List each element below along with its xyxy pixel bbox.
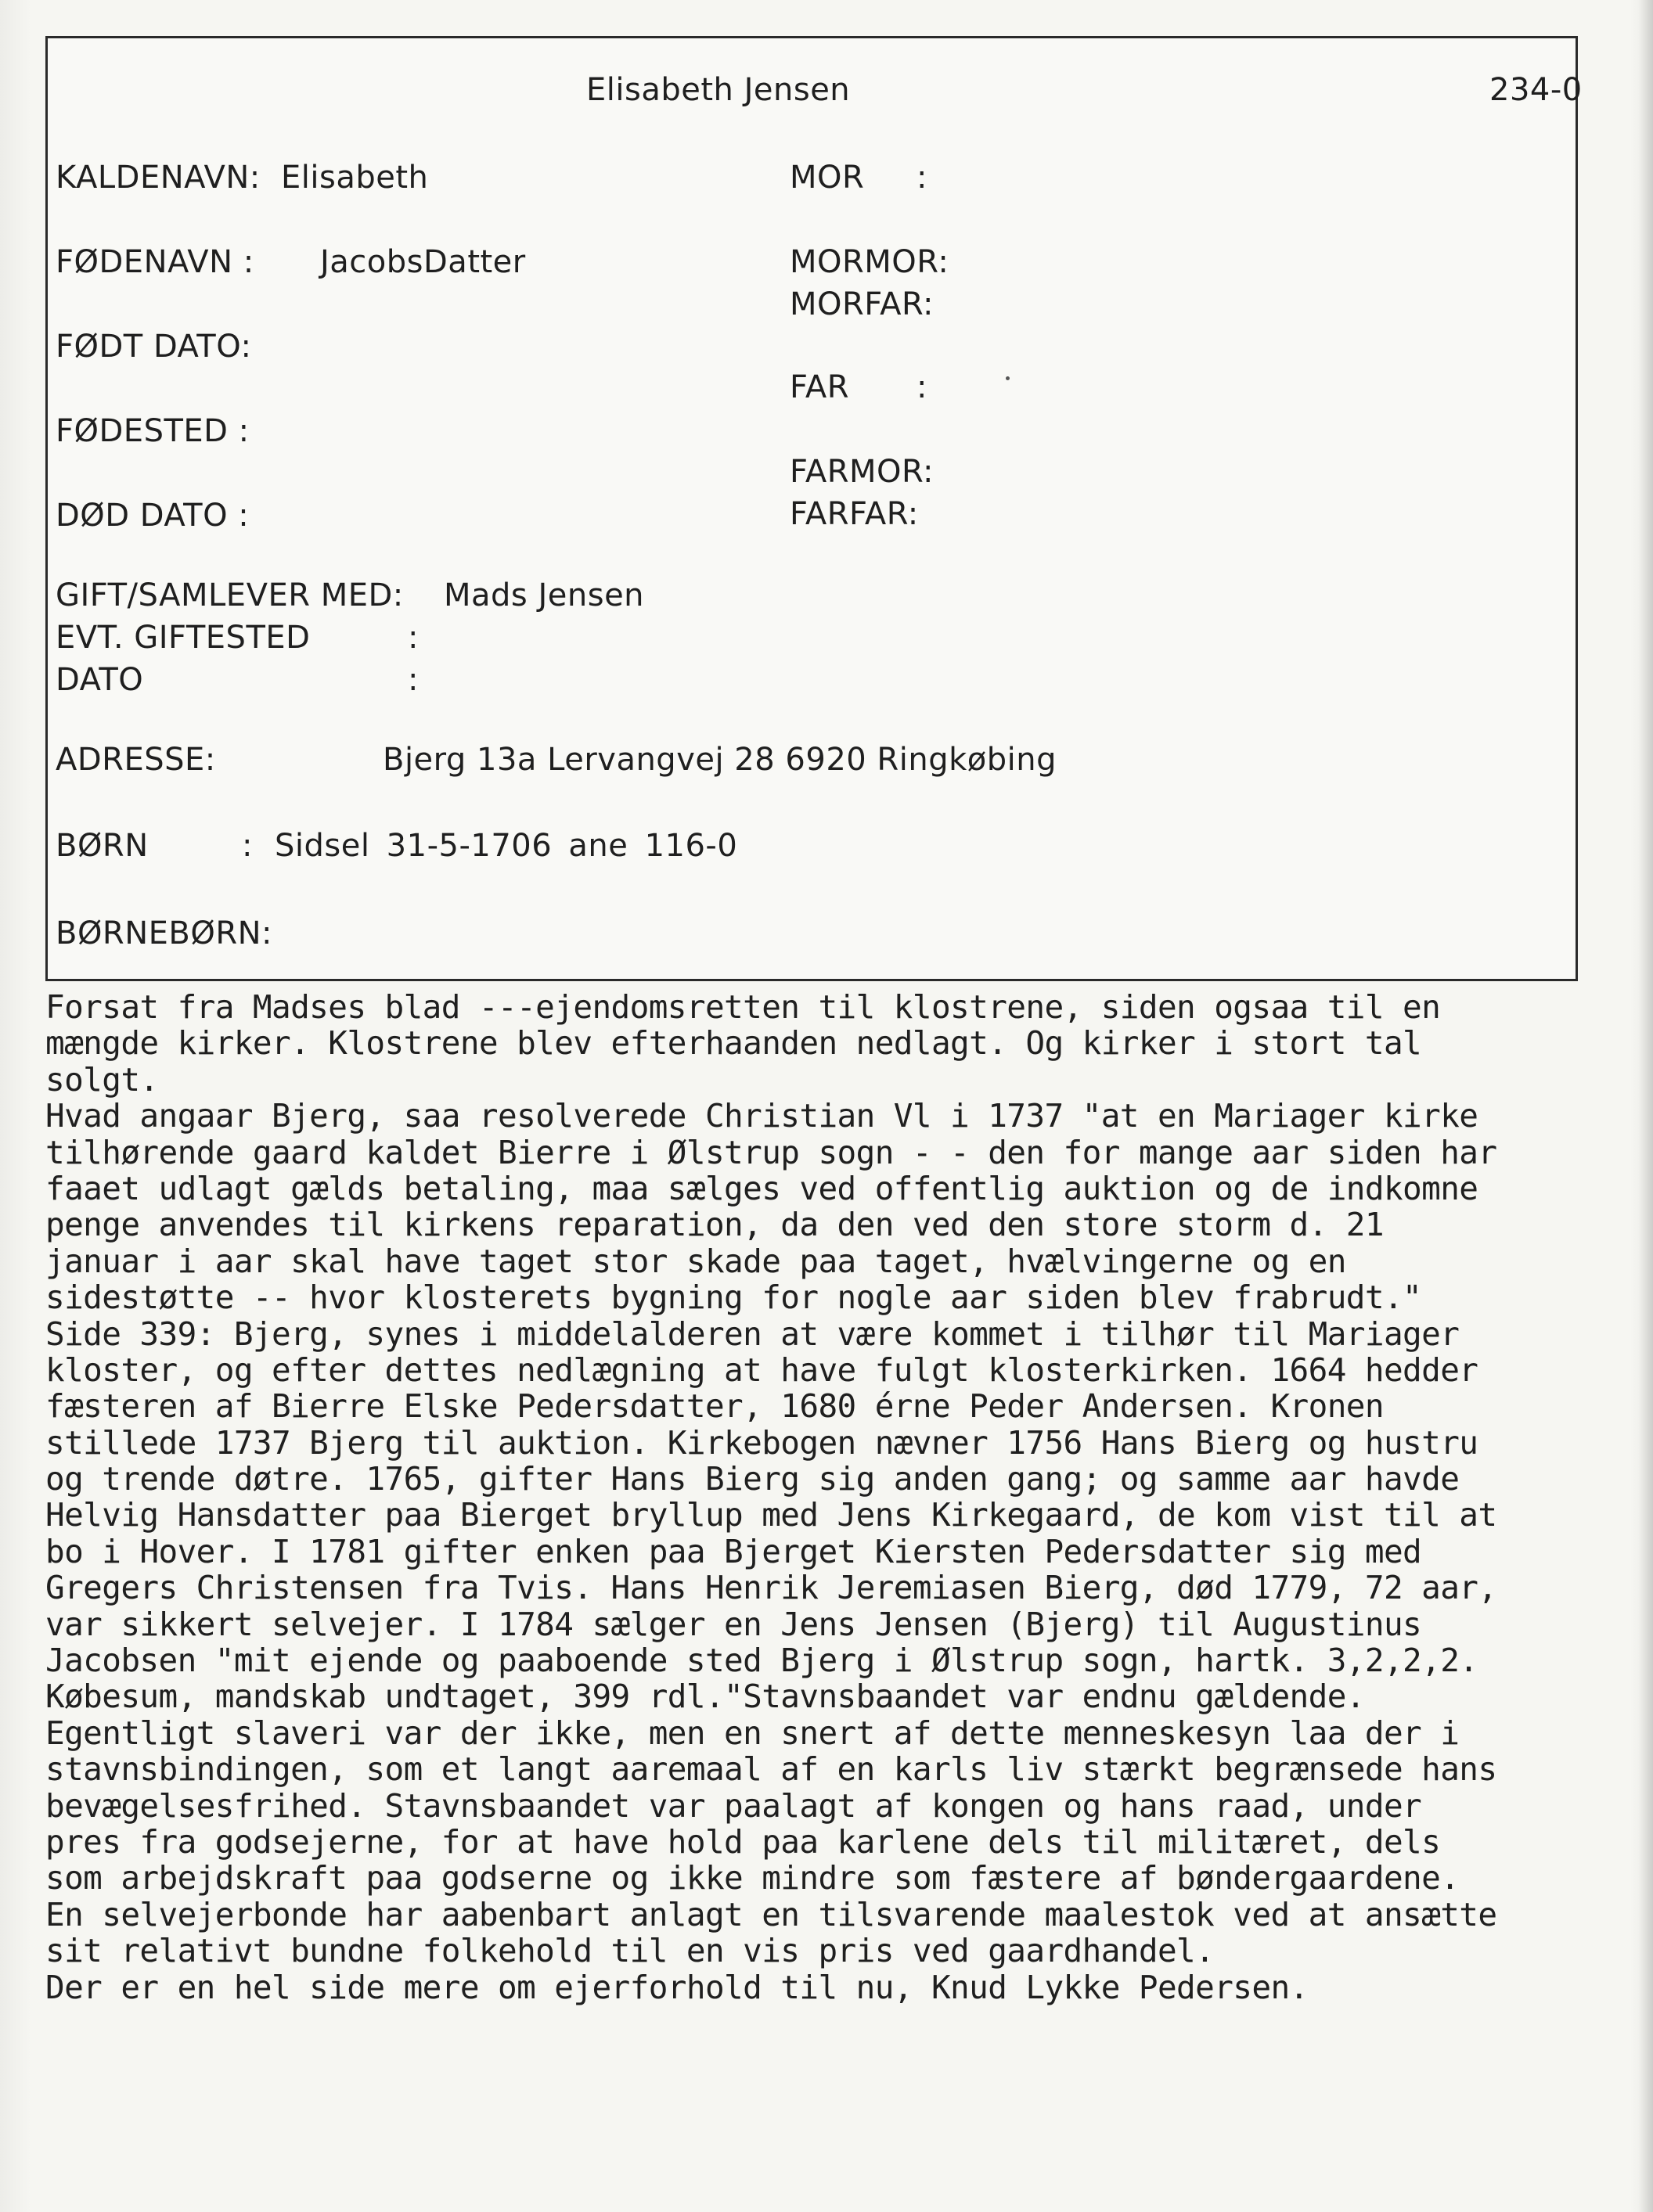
narrative-line: sit relativt bundne folkehold til en vis pris ved gaardhandel. bbox=[45, 1932, 1215, 1970]
narrative-line: sidestøtte -- hvor klosterets bygning for nogle aar siden blev frabrudt." bbox=[45, 1279, 1422, 1317]
narrative-text bbox=[45, 989, 1634, 2005]
narrative-line: En selvejerbonde har aabenbart anlagt en tilsvarende maalestok ved at ansætte bbox=[45, 1895, 1497, 1933]
mother-label: MOR bbox=[790, 160, 865, 196]
narrative-line: faaet udlagt gælds betaling, maa sælges ved offentlig auktion og de indkomne bbox=[45, 1169, 1478, 1207]
narrative-line: Helvig Hansdatter paa Bierget bryllup med Jens Kirkegaard, de kom vist til at bbox=[45, 1496, 1497, 1534]
narrative-line: Hvad angaar Bjerg, saa resolverede Christian Vl i 1737 "at en Mariager kirke bbox=[45, 1097, 1478, 1135]
narrative-line: penge anvendes til kirkens reparation, da den ved den store storm d. 21 bbox=[45, 1206, 1384, 1244]
narrative-line: solgt. bbox=[45, 1060, 159, 1099]
paternal-grandmother-label: FARMOR: bbox=[790, 454, 935, 490]
spouse-value: Mads Jensen bbox=[444, 577, 645, 613]
children-value: Sidsel 31-5-1706 ane 116-0 bbox=[275, 828, 738, 864]
nickname-value: Elisabeth bbox=[281, 160, 429, 196]
narrative-line: pres fra godsejerne, for at have hold paa karlene dels til militæret, dels bbox=[45, 1822, 1441, 1861]
children-label: BØRN bbox=[56, 828, 149, 864]
narrative-line: Der er en hel side mere om ejerforhold til nu, Knud Lykke Pedersen. bbox=[45, 1968, 1309, 2006]
maternal-grandmother-label: MORMOR: bbox=[790, 244, 949, 280]
record-name: Elisabeth Jensen bbox=[586, 72, 851, 108]
narrative-line: og trende døtre. 1765, gifter Hans Bierg sig anden gang; og samme aar havde bbox=[45, 1460, 1460, 1498]
spouse-label: GIFT/SAMLEVER MED: bbox=[56, 577, 404, 613]
address-value: Bjerg 13a Lervangvej 28 6920 Ringkøbing bbox=[383, 742, 1057, 778]
narrative-line: Jacobsen "mit ejende og paaboende sted Bjerg i Ølstrup sogn, hartk. 3,2,2,2. bbox=[45, 1642, 1478, 1680]
narrative-line: januar i aar skal have taget stor skade paa taget, hvælvingerne og en bbox=[45, 1242, 1346, 1280]
narrative-line: var sikkert selvejer. I 1784 sælger en Jens Jensen (Bjerg) til Augustinus bbox=[45, 1605, 1422, 1643]
narrative-line: tilhørende gaard kaldet Bierre i Ølstrup sogn - - den for mange aar siden har bbox=[45, 1133, 1497, 1171]
narrative-line: fæsteren af Bierre Elske Pedersdatter, 1680 érne Peder Andersen. Kronen bbox=[45, 1387, 1384, 1426]
narrative-line: bevægelsesfrihed. Stavnsbaandet var paalagt af kongen og hans raad, under bbox=[45, 1786, 1422, 1825]
birth-date-label: FØDT DATO: bbox=[56, 329, 252, 365]
father-sep: : bbox=[917, 369, 927, 405]
narrative-line: kloster, og efter dettes nedlægning at have fulgt klosterkirken. 1664 hedder bbox=[45, 1351, 1478, 1389]
birth-place-label: FØDESTED : bbox=[56, 413, 250, 449]
narrative-line: stavnsbindingen, som et langt aaremaal af en karls liv stærkt begrænsede hans bbox=[45, 1750, 1497, 1789]
marriage-date-label: DATO bbox=[56, 662, 144, 698]
father-label: FAR bbox=[790, 369, 849, 405]
maternal-grandfather-label: MORFAR: bbox=[790, 286, 935, 322]
narrative-line: Forsat fra Madses blad ---ejendomsretten til klostrene, siden ogsaa til en bbox=[45, 988, 1441, 1026]
page-edge-shadow bbox=[1639, 0, 1653, 2212]
nickname-label: KALDENAVN: bbox=[56, 160, 261, 196]
narrative-line: som arbejdskraft paa godserne og ikke mindre som fæstere af bøndergaardene. bbox=[45, 1859, 1460, 1897]
paternal-grandfather-label: FARFAR: bbox=[790, 496, 919, 532]
marriage-place-label: EVT. GIFTESTED bbox=[56, 620, 311, 656]
genealogy-record-card bbox=[45, 36, 1583, 981]
grandchildren-label: BØRNEBØRN: bbox=[56, 915, 273, 951]
mother-sep: : bbox=[917, 160, 927, 196]
birth-name-value: JacobsDatter bbox=[320, 244, 526, 280]
narrative-line: mængde kirker. Klostrene blev efterhaanden nedlagt. Og kirker i stort tal bbox=[45, 1024, 1422, 1063]
narrative-line: bo i Hover. I 1781 gifter enken paa Bjerget Kiersten Pedersdatter sig med bbox=[45, 1532, 1422, 1570]
marriage-date-sep: : bbox=[408, 662, 419, 698]
birth-name-label: FØDENAVN : bbox=[56, 244, 254, 280]
narrative-line: Købesum, mandskab undtaget, 399 rdl."Stavnsbaandet var endnu gældende. bbox=[45, 1678, 1365, 1716]
address-label: ADRESSE: bbox=[56, 742, 216, 778]
ink-speck bbox=[1006, 376, 1010, 380]
marriage-place-sep: : bbox=[408, 620, 419, 656]
death-date-label: DØD DATO : bbox=[56, 498, 250, 534]
narrative-line: Side 339: Bjerg, synes i middelalderen at være kommet i tilhør til Mariager bbox=[45, 1315, 1460, 1353]
record-number: 234-0 bbox=[1489, 72, 1583, 108]
children-sep: : bbox=[242, 828, 253, 864]
narrative-line: Gregers Christensen fra Tvis. Hans Henrik Jeremiasen Bierg, død 1779, 72 aar, bbox=[45, 1569, 1497, 1607]
narrative-line: stillede 1737 Bjerg til auktion. Kirkebogen nævner 1756 Hans Bierg og hustru bbox=[45, 1423, 1478, 1462]
narrative-line: Egentligt slaveri var der ikke, men en snert af dette menneskesyn laa der i bbox=[45, 1714, 1460, 1752]
